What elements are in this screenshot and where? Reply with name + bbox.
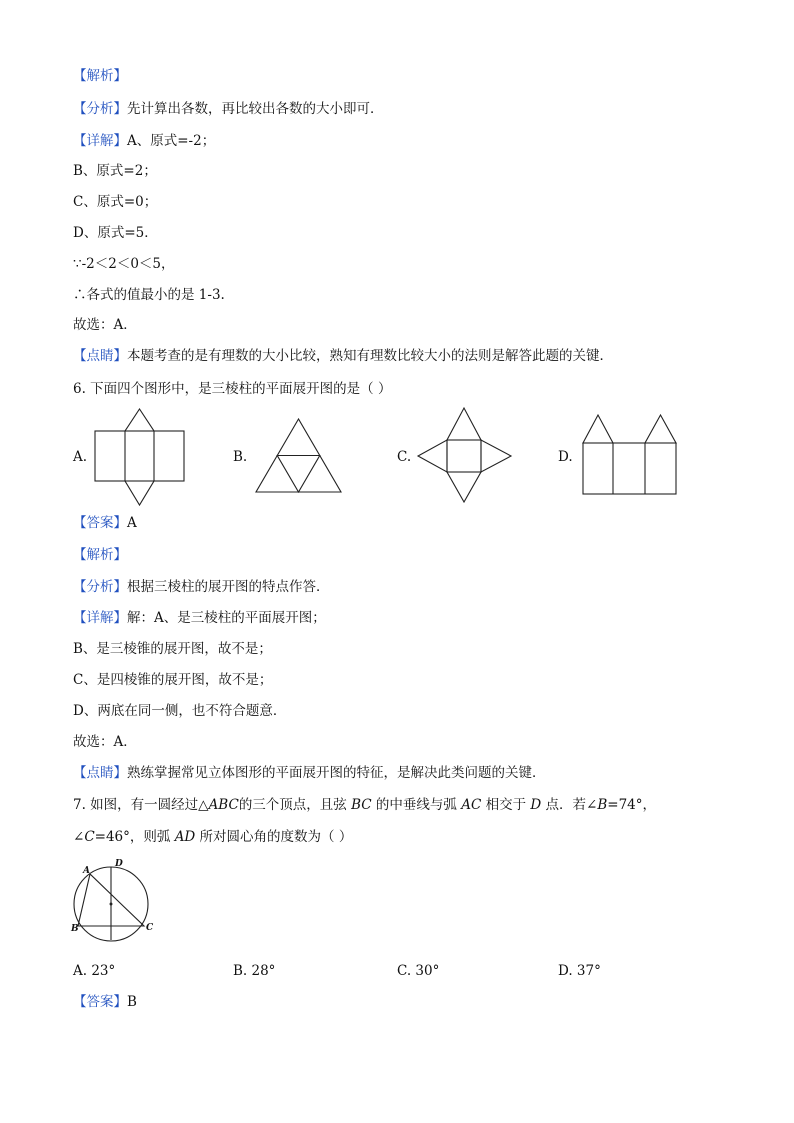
q6-option-a-label: A.: [73, 449, 88, 465]
q6-stem: 6. 下面四个图形中，是三棱柱的平面展开图的是（ ）: [73, 381, 392, 397]
q7-circle-figure: [70, 856, 156, 946]
q5-fenxi: 【分析】先计算出各数，再比较出各数的大小即可．: [73, 101, 384, 117]
q7-option-d: D. 37°: [558, 963, 601, 979]
q6-figure-a: [95, 409, 187, 507]
q6-line-d: D、两底在同一侧，也不符合题意．: [73, 703, 287, 719]
q5-line-b: B、原式=2；: [73, 163, 157, 179]
q7-option-b: B. 28°: [233, 963, 276, 979]
q7-label-d: D: [115, 859, 123, 869]
q5-choose: 故选：A．: [73, 317, 137, 333]
q6-xiangjie: 【详解】解：A、是三棱柱的平面展开图；: [73, 610, 326, 626]
q7-option-a: A. 23°: [73, 963, 116, 979]
q7-label-c: C: [146, 923, 154, 933]
q5-therefore: ∴各式的值最小的是 1-3.: [73, 287, 225, 303]
q5-xiangjie: 【详解】A、原式=-2；: [73, 133, 216, 149]
q7-option-c: C. 30°: [397, 963, 440, 979]
q6-dianjing: 【点睛】熟练掌握常见立体图形的平面展开图的特征，是解决此类问题的关键．: [73, 765, 546, 781]
q5-dianjing: 【点睛】本题考查的是有理数的大小比较，熟知有理数比较大小的法则是解答此题的关键．: [73, 348, 613, 364]
q5-line-c: C、原式=0；: [73, 194, 158, 210]
q5-because: ∵-2＜2＜0＜5，: [73, 256, 175, 272]
q6-fenxi: 【分析】根据三棱柱的展开图的特点作答．: [73, 579, 330, 595]
q7-stem-line-2: ∠C=46°，则弧 AD 所对圆心角的度数为（ ）: [73, 829, 353, 845]
q7-stem-line-1: 7. 如图，有一圆经过△ABC的三个顶点，且弦 BC 的中垂线与弧 AC 相交于 D 点．若∠B=74°，: [73, 797, 657, 813]
q6-line-b: B、是三棱锥的展开图，故不是；: [73, 641, 272, 657]
q7-answer: 【答案】B: [73, 994, 137, 1010]
q6-figure-b: [256, 419, 344, 495]
q6-choose: 故选：A．: [73, 734, 137, 750]
q6-answer: 【答案】A: [73, 515, 137, 531]
q6-option-d-label: D.: [558, 449, 573, 465]
q6-option-c-label: C.: [397, 449, 412, 465]
q6-line-c: C、是四棱锥的展开图，故不是；: [73, 672, 273, 688]
q7-label-b: B: [71, 924, 79, 934]
q6-analysis-tag: 【解析】: [73, 547, 127, 563]
q5-line-d: D、原式=5．: [73, 225, 158, 241]
q5-analysis-tag: 【解析】: [73, 68, 127, 84]
q6-figure-c: [418, 408, 514, 504]
q7-label-a: A: [83, 866, 90, 876]
q6-option-b-label: B.: [233, 449, 248, 465]
q6-figure-d: [583, 413, 679, 497]
